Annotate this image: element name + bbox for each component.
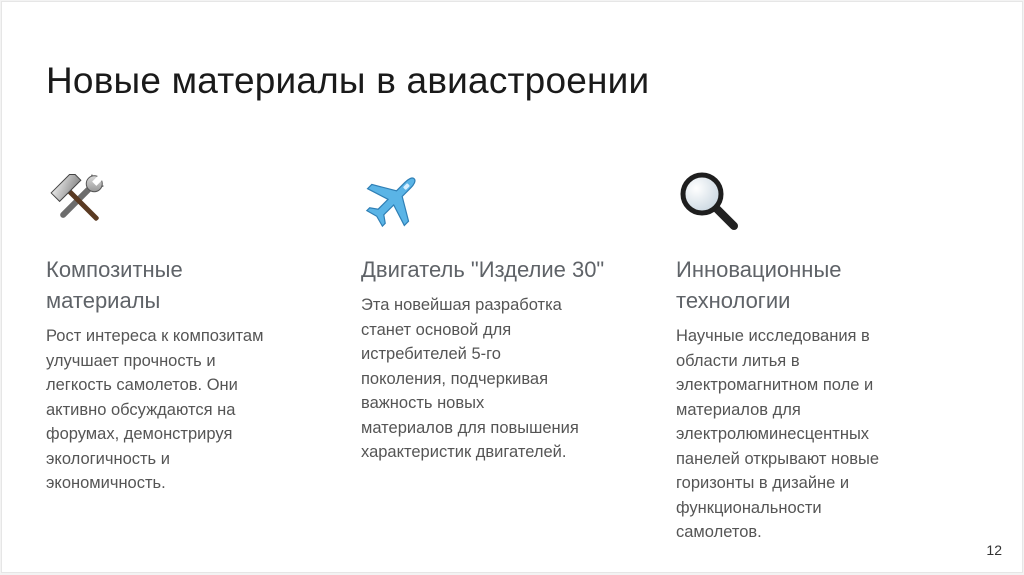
slide [1,1,1023,573]
column-body: Научные исследования в области литья в электромагнитном поле и материалов для электролюминесцентных панелей открывают новые горизонты в дизайне и функциональности самолетов. [676,327,880,541]
column-heading: Композитные материалы [46,257,183,313]
hammer-and-wrench-icon [46,168,110,232]
slide-title: Новые материалы в авиастроении [46,60,650,101]
page-number: 12 [986,542,1002,558]
column-heading: Инновационные технологии [676,257,842,313]
column-heading: Двигатель "Изделие 30" [361,257,605,282]
column-engine [361,168,651,465]
airplane-icon [361,168,425,232]
magnifying-glass-icon [676,168,740,232]
column-innovations [676,168,966,545]
column-body: Рост интереса к композитам улучшает прочность и легкость самолетов. Они активно обсуждаются на форумах, демонстрируя экологичность и экономичность. [46,327,264,492]
column-body: Эта новейшая разработка станет основой для истребителей 5-го поколения, подчеркивая важность новых материалов для повышения характеристик двигателей. [361,296,579,461]
column-composites [46,168,336,496]
